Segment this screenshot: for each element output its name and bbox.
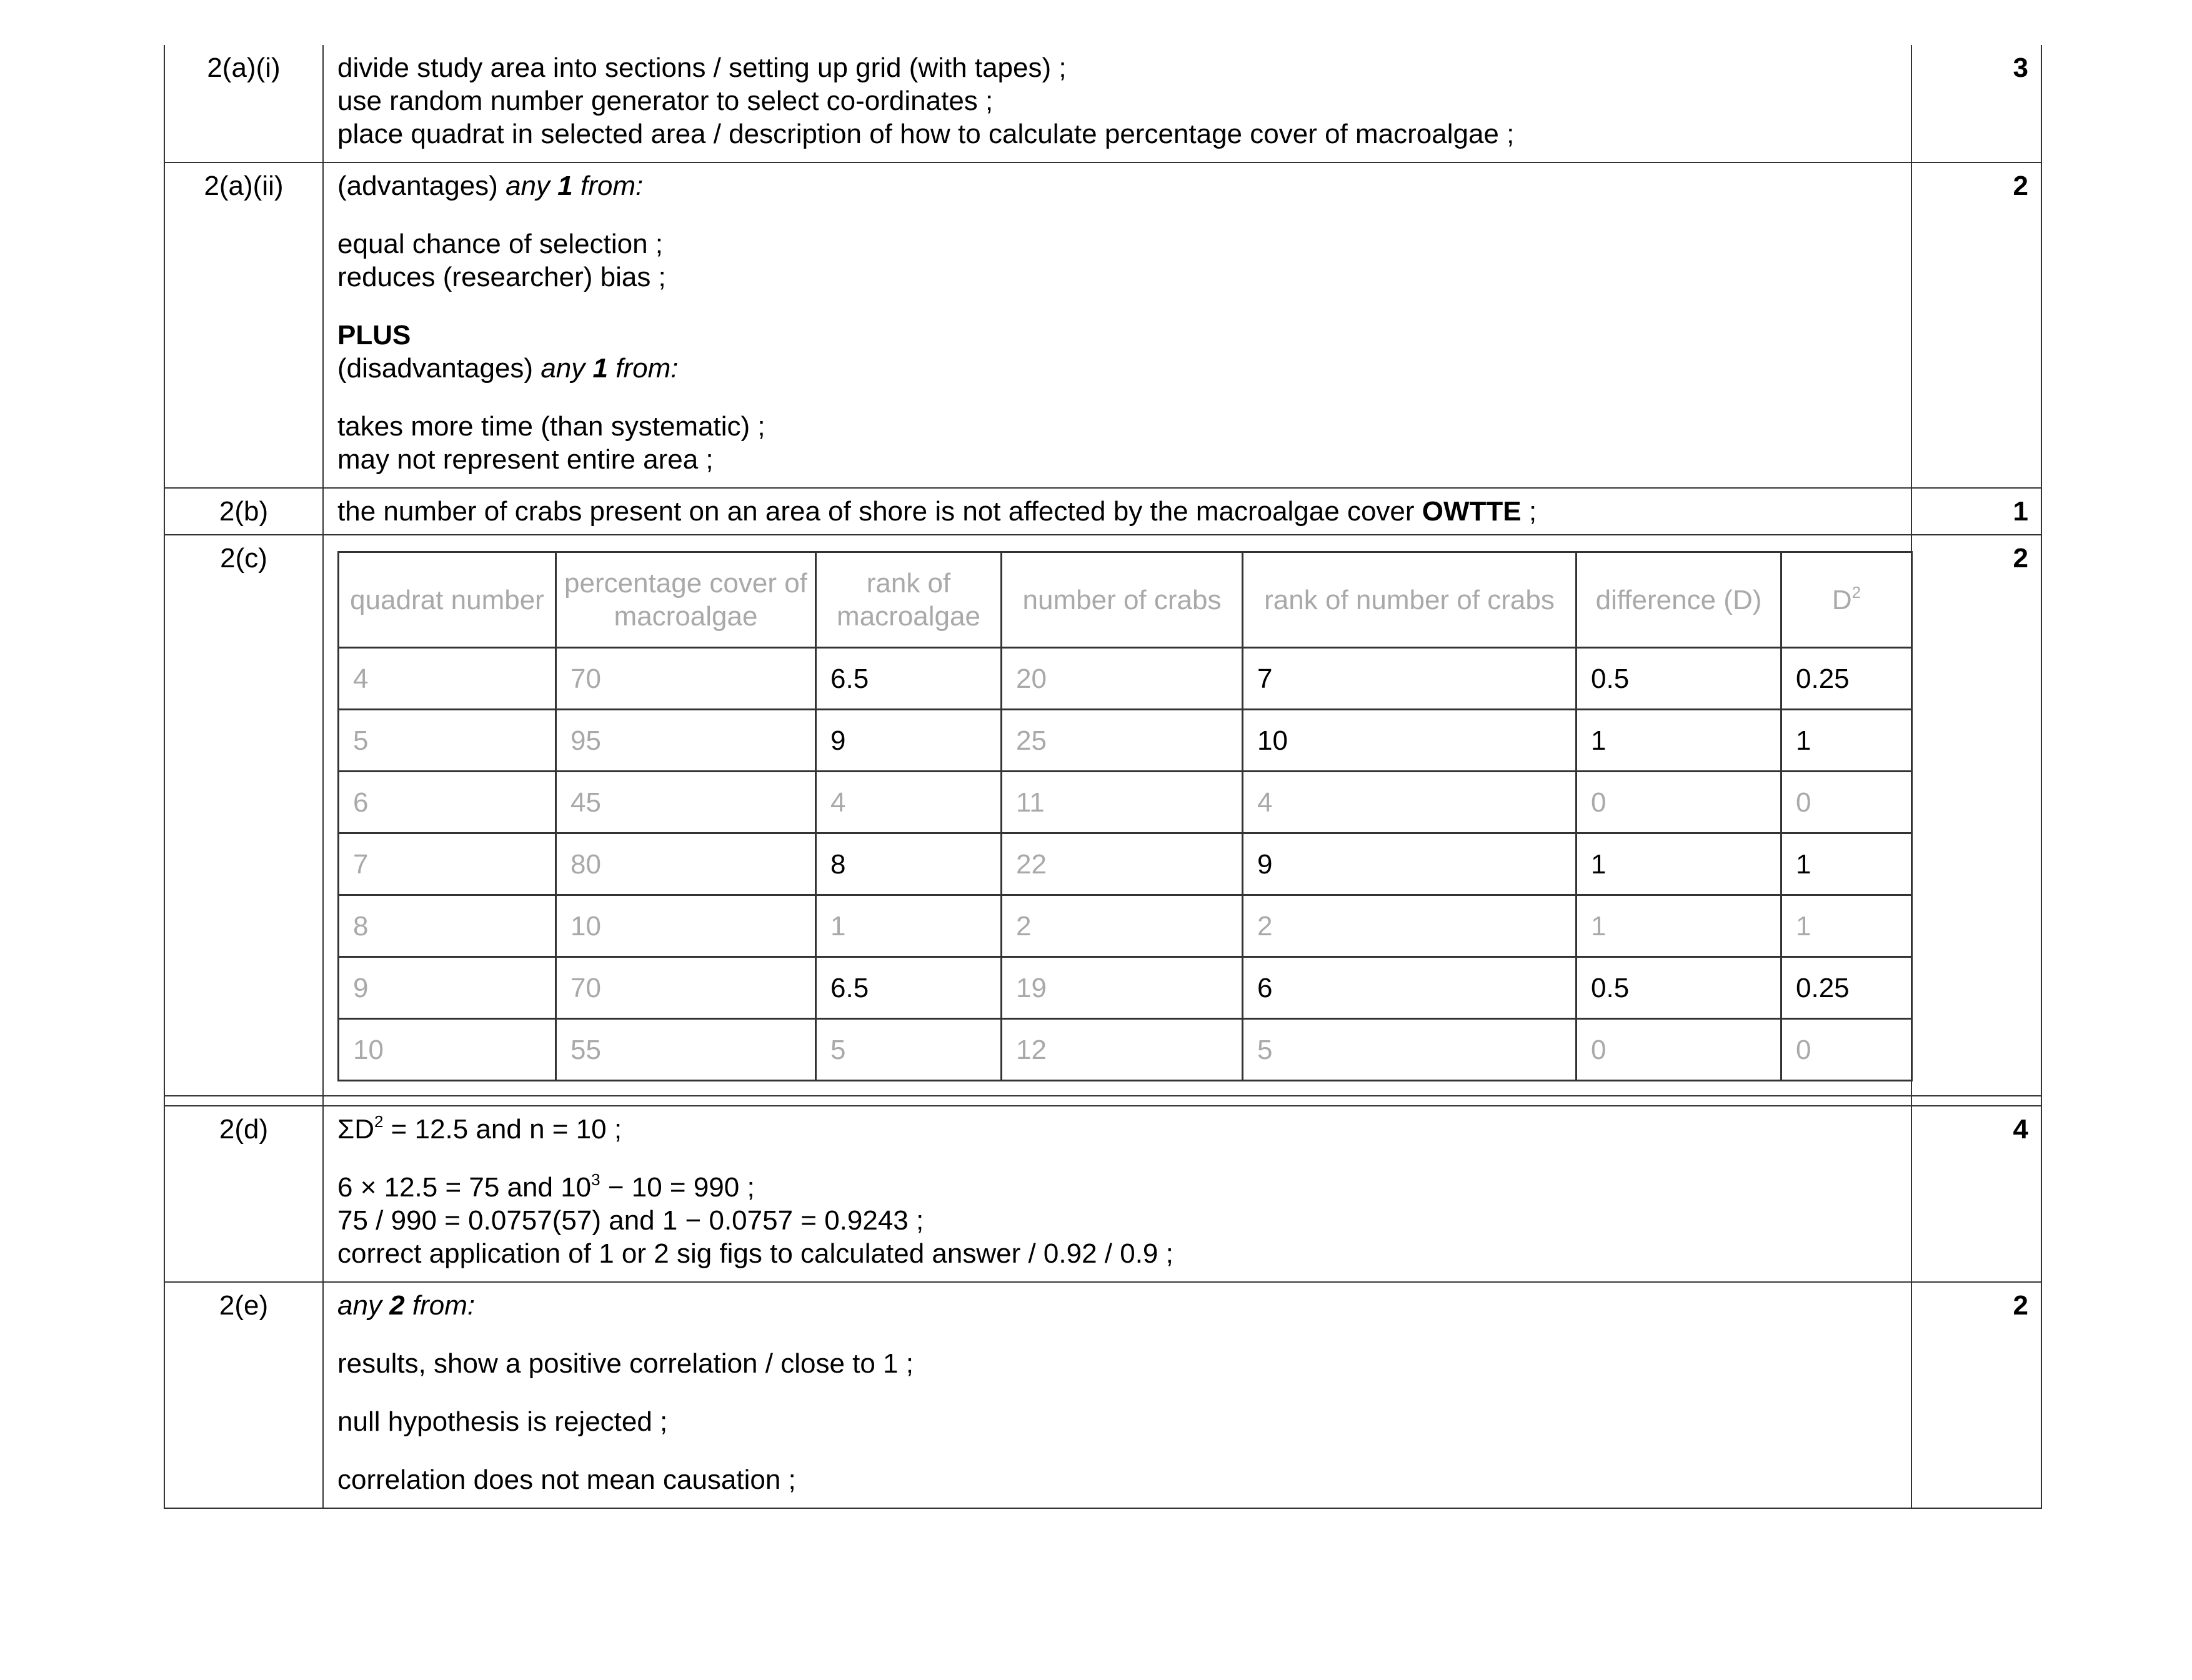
answer-line: reduces (researcher) bias ;: [337, 262, 666, 292]
disadvantages-heading: [337, 352, 1897, 385]
marks: 1: [1911, 488, 2041, 535]
table-cell: 7: [1243, 648, 1577, 710]
answer-cell: [323, 1282, 1911, 1508]
table-cell: 10: [339, 1019, 556, 1081]
answer-line: use random number generator to select co-ordinates ;: [337, 86, 994, 116]
table-row: [339, 710, 1912, 772]
from-text: from:: [580, 171, 644, 201]
any-text: any: [541, 353, 585, 384]
table-cell: 8: [816, 833, 1002, 895]
advantages-heading: [337, 169, 1897, 202]
table-cell: 1: [1577, 833, 1781, 895]
table-row: [339, 648, 1912, 710]
row-2c: [164, 535, 2041, 1096]
table-row: [339, 1019, 1912, 1081]
table-cell: 45: [556, 772, 816, 833]
answer-line: 75 / 990 = 0.0757(57) and 1 − 0.0757 = 0.9243 ;: [337, 1205, 924, 1236]
table-cell: 5: [1243, 1019, 1577, 1081]
table-cell: 0: [1577, 772, 1781, 833]
table-cell: 0.25: [1781, 957, 1912, 1019]
question-number: 2(d): [164, 1106, 323, 1282]
answer-line: divide study area into sections / setting up grid (with tapes) ;: [337, 52, 1067, 83]
any-heading: any 2 from:: [337, 1290, 476, 1321]
table-cell: 1: [1781, 895, 1912, 957]
count-text: 1: [592, 353, 608, 384]
table-cell: 25: [1002, 710, 1243, 772]
row-2e: [164, 1282, 2041, 1508]
marks: 2: [1911, 1282, 2041, 1508]
table-row: [339, 772, 1912, 833]
table-cell: 4: [1243, 772, 1577, 833]
row-2b: [164, 488, 2041, 535]
table-cell: 20: [1002, 648, 1243, 710]
rank-table: [337, 551, 1913, 1081]
plus-label: PLUS: [337, 320, 411, 350]
answer-cell: [323, 45, 1911, 162]
table-cell: 6: [1243, 957, 1577, 1019]
mark-scheme-table: [164, 45, 2042, 1509]
question-number: 2(a)(i): [164, 45, 323, 162]
table-cell: 4: [816, 772, 1002, 833]
answer-line: takes more time (than systematic) ;: [337, 411, 765, 442]
table-cell: 2: [1002, 895, 1243, 957]
marks: 2: [1911, 162, 2041, 488]
from-text: from:: [615, 353, 679, 384]
marks: 3: [1911, 45, 2041, 162]
table-cell: 6: [339, 772, 556, 833]
answer-line: equal chance of selection ;: [337, 229, 664, 259]
advantages-label: (advantages): [337, 171, 498, 201]
answer-line: place quadrat in selected area / description of how to calculate percentage cover of macroalgae ;: [337, 119, 1515, 149]
owtte-label: OWTTE: [1422, 496, 1522, 527]
table-row: [339, 957, 1912, 1019]
table-cell: 5: [339, 710, 556, 772]
table-cell: 5: [816, 1019, 1002, 1081]
separator-row: [164, 1096, 2041, 1106]
answer-cell: [323, 488, 1911, 535]
answer-line: may not represent entire area ;: [337, 444, 714, 475]
table-cell: 70: [556, 648, 816, 710]
answer-line: correct application of 1 or 2 sig figs to calculated answer / 0.92 / 0.9 ;: [337, 1238, 1173, 1269]
table-cell: 12: [1002, 1019, 1243, 1081]
header-rank-macroalgae: rank of macroalgae: [816, 552, 1002, 648]
table-cell: 11: [1002, 772, 1243, 833]
table-cell: 9: [339, 957, 556, 1019]
header-quadrat-number: quadrat number: [339, 552, 556, 648]
table-cell: 10: [556, 895, 816, 957]
table-cell: 6.5: [816, 648, 1002, 710]
table-cell: 22: [1002, 833, 1243, 895]
table-cell: 10: [1243, 710, 1577, 772]
end-mark: ;: [1528, 496, 1537, 527]
table-cell: 0: [1781, 772, 1912, 833]
table-cell: 0: [1577, 1019, 1781, 1081]
table-row: [339, 833, 1912, 895]
table-cell: 0.25: [1781, 648, 1912, 710]
table-cell: 80: [556, 833, 816, 895]
rank-table-body: [339, 648, 1912, 1081]
rank-table-header: [339, 552, 1912, 648]
answer-line: correlation does not mean causation ;: [337, 1464, 796, 1495]
answer-cell: [323, 162, 1911, 488]
marks: 4: [1911, 1106, 2041, 1282]
table-cell: 2: [1243, 895, 1577, 957]
header-difference: difference (D): [1577, 552, 1781, 648]
table-cell: 70: [556, 957, 816, 1019]
table-row: [339, 895, 1912, 957]
question-number: 2(c): [164, 535, 323, 1096]
header-number-of-crabs: number of crabs: [1002, 552, 1243, 648]
row-2d: [164, 1106, 2041, 1282]
table-cell: 6.5: [816, 957, 1002, 1019]
disadvantages-label: (disadvantages): [337, 353, 534, 384]
table-cell: 0.5: [1577, 648, 1781, 710]
answer-line: 6 × 12.5 = 75 and $10^3 - 10 = 990$ ;: [337, 1170, 755, 1203]
table-cell: 55: [556, 1019, 816, 1081]
question-number: 2(b): [164, 488, 323, 535]
table-cell: 8: [339, 895, 556, 957]
row-2a-i: [164, 45, 2041, 162]
table-cell: 9: [1243, 833, 1577, 895]
table-cell: 1: [1577, 895, 1781, 957]
question-number: 2(a)(ii): [164, 162, 323, 488]
table-cell: 1: [1577, 710, 1781, 772]
table-cell: 1: [1781, 710, 1912, 772]
answer-line: results, show a positive correlation / close to 1 ;: [337, 1348, 914, 1379]
table-cell: 9: [816, 710, 1002, 772]
count-text: 1: [557, 171, 573, 201]
table-cell: 1: [1781, 833, 1912, 895]
question-number: 2(e): [164, 1282, 323, 1508]
table-cell: 95: [556, 710, 816, 772]
marks: 2: [1911, 535, 2041, 1096]
answer-cell: [323, 535, 1911, 1096]
header-percentage-cover: percentage cover of macroalgae: [556, 552, 816, 648]
answer-line: $\Sigma D^2 = 12.5$ and n = 10 ;: [337, 1112, 622, 1145]
table-cell: 0: [1781, 1019, 1912, 1081]
table-cell: 1: [816, 895, 1002, 957]
answer-line: [337, 495, 1897, 528]
header-rank-number-of-crabs: rank of number of crabs: [1243, 552, 1577, 648]
table-cell: 19: [1002, 957, 1243, 1019]
answer-text: the number of crabs present on an area of shore is not affected by the macroalgae cover: [337, 496, 1415, 527]
table-cell: 0.5: [1577, 957, 1781, 1019]
row-2a-ii: [164, 162, 2041, 488]
answer-line: null hypothesis is rejected ;: [337, 1406, 668, 1437]
table-cell: 7: [339, 833, 556, 895]
any-text: any: [506, 171, 550, 201]
answer-cell: [323, 1106, 1911, 1282]
table-cell: 4: [339, 648, 556, 710]
header-d-squared: $D^2$: [1781, 552, 1912, 648]
